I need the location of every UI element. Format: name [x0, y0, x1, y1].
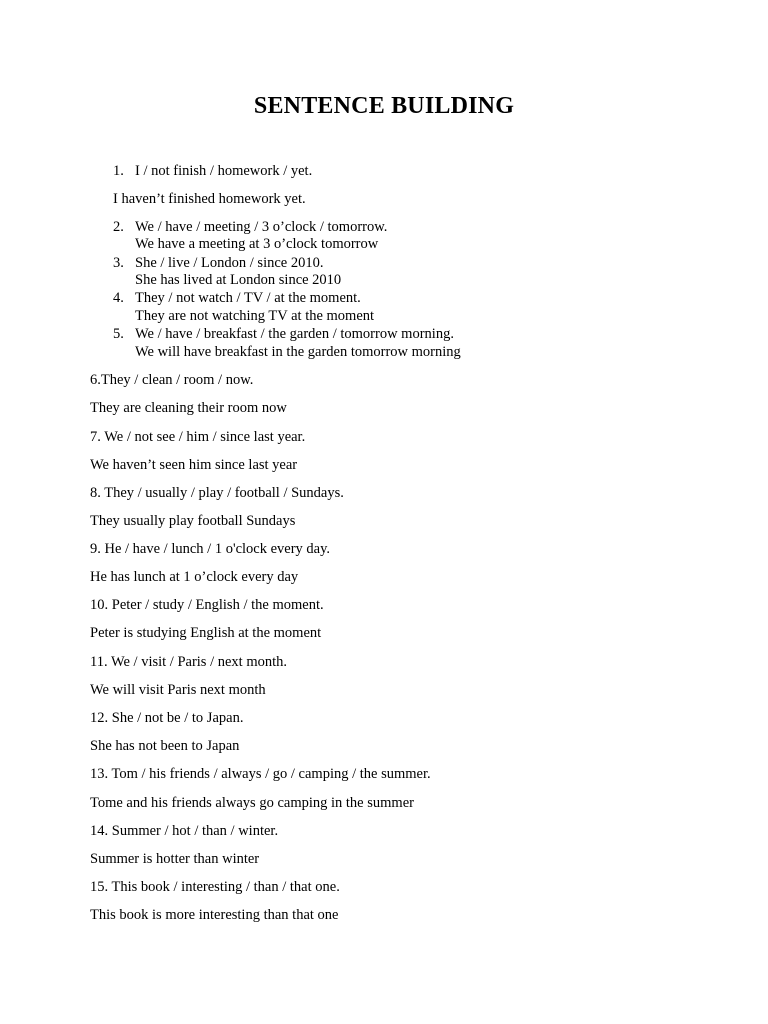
item-answer: She has not been to Japan: [90, 738, 240, 754]
item-number: 4.: [113, 290, 124, 306]
item-prompt: We / have / meeting / 3 o’clock / tomorrow.: [135, 219, 388, 235]
item-prompt: 15. This book / interesting / than / that one.: [90, 879, 340, 895]
item-prompt: 6.They / clean / room / now.: [90, 372, 254, 388]
page-title: SENTENCE BUILDING: [253, 93, 515, 119]
item-prompt: They / not watch / TV / at the moment.: [135, 290, 361, 306]
item-answer: She has lived at London since 2010: [135, 272, 342, 288]
item-answer: We will visit Paris next month: [90, 682, 266, 698]
item-answer: He has lunch at 1 o’clock every day: [90, 569, 299, 585]
item-prompt: She / live / London / since 2010.: [135, 255, 324, 271]
item-prompt: We / have / breakfast / the garden / tomorrow morning.: [135, 326, 454, 342]
item-number: 3.: [113, 255, 124, 271]
item-answer: We will have breakfast in the garden tomorrow morning: [135, 344, 461, 360]
item-answer: Tome and his friends always go camping in the summer: [90, 795, 414, 811]
item-prompt: 10. Peter / study / English / the moment.: [90, 597, 324, 613]
item-answer: Summer is hotter than winter: [90, 851, 260, 867]
item-number: 2.: [113, 219, 124, 235]
item-prompt: I / not finish / homework / yet.: [135, 163, 313, 179]
item-prompt: 14. Summer / hot / than / winter.: [90, 823, 279, 839]
item-answer: I haven’t finished homework yet.: [113, 191, 306, 207]
item-answer: We haven’t seen him since last year: [90, 457, 298, 473]
item-answer: We have a meeting at 3 o’clock tomorrow: [135, 236, 379, 252]
item-prompt: 8. They / usually / play / football / Sundays.: [90, 485, 344, 501]
item-answer: They are cleaning their room now: [90, 400, 287, 416]
item-prompt: 9. He / have / lunch / 1 o'clock every day.: [90, 541, 331, 557]
item-answer: This book is more interesting than that one: [90, 907, 339, 923]
item-prompt: 13. Tom / his friends / always / go / camping / the summer.: [90, 766, 431, 782]
item-answer: They are not watching TV at the moment: [135, 308, 375, 324]
item-prompt: 11. We / visit / Paris / next month.: [90, 654, 287, 670]
item-answer: They usually play football Sundays: [90, 513, 296, 529]
item-answer: Peter is studying English at the moment: [90, 625, 322, 641]
item-number: 1.: [113, 163, 124, 179]
item-prompt: 7. We / not see / him / since last year.: [90, 429, 306, 445]
item-number: 5.: [113, 326, 124, 342]
item-prompt: 12. She / not be / to Japan.: [90, 710, 244, 726]
